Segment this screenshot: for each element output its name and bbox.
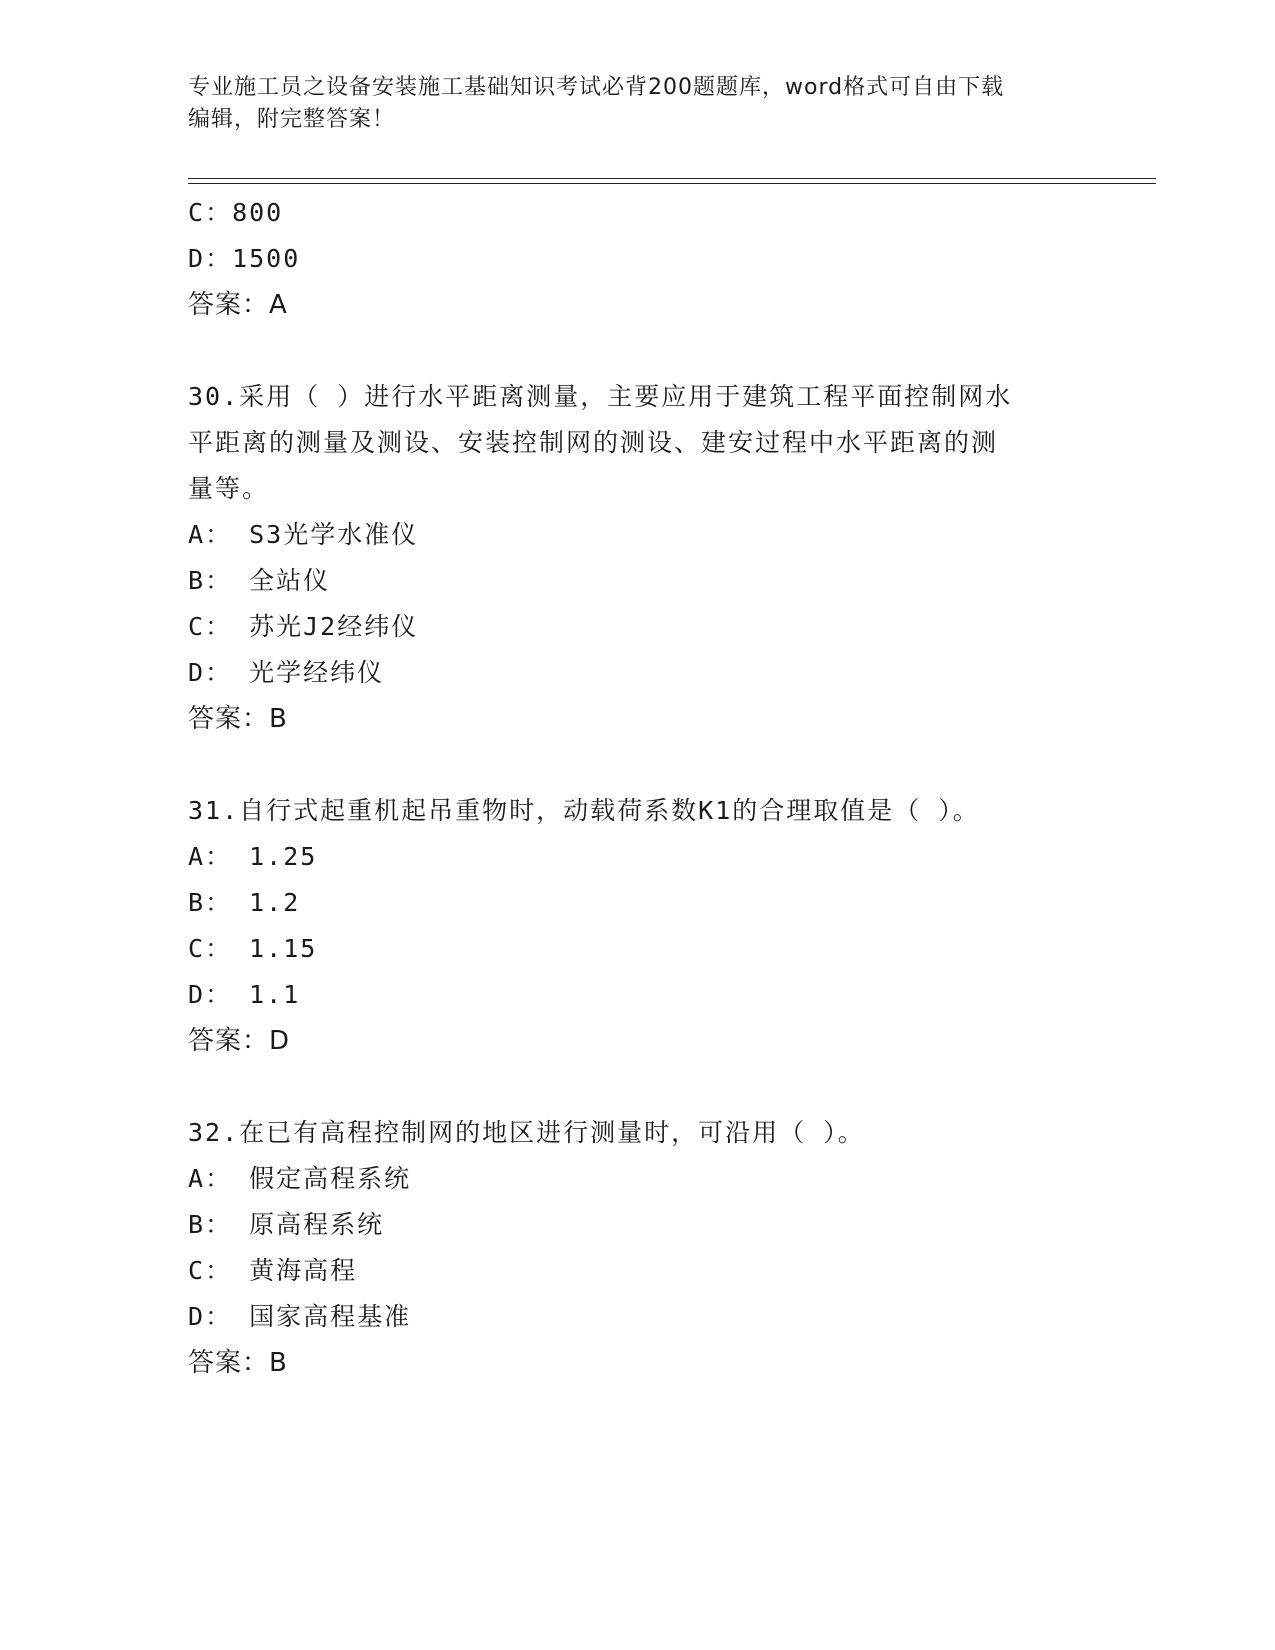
option-key: A <box>188 1164 206 1193</box>
option-text: 1500 <box>232 244 301 273</box>
option-a: A： 假定高程系统 <box>188 1164 412 1193</box>
question-stem: 自行式起重机起吊重物时，动载荷系数K1的合理取值是（ ）。 <box>239 796 980 825</box>
question-stem-line: 平距离的测量及测设、安装控制网的测设、建安过程中水平距离的测 <box>188 428 999 457</box>
option-text: 光学经纬仪 <box>249 658 385 687</box>
answer-line <box>188 282 1088 328</box>
header-title-line-1: 专业施工员之设备安装施工基础知识考试必背200题题库，word格式可自由下载 <box>188 75 1005 100</box>
answer-line <box>188 696 1088 742</box>
partial-question <box>188 190 1088 328</box>
answer-line <box>188 1340 1088 1386</box>
option-b: B： 原高程系统 <box>188 1210 385 1239</box>
option-text: 1.2 <box>249 888 301 917</box>
option-b: B： 全站仪 <box>188 566 331 595</box>
question-30 <box>188 374 1088 742</box>
answer-value: D <box>269 1026 291 1056</box>
option-key: C <box>188 934 206 963</box>
option-d: D： 光学经纬仪 <box>188 658 385 687</box>
option-d: D： 国家高程基准 <box>188 1302 412 1331</box>
option-b: B： 1.2 <box>188 888 301 917</box>
option-key: D <box>188 658 206 687</box>
option-c: C：800 <box>188 198 284 227</box>
option-a: A： 1.25 <box>188 842 318 871</box>
answer-label: 答案： <box>188 1348 270 1378</box>
option-text: S3光学水准仪 <box>249 520 419 549</box>
option-d: D：1500 <box>188 244 301 273</box>
option-key: D <box>188 980 206 1009</box>
header-divider-top <box>188 178 1156 179</box>
option-key: D <box>188 1302 206 1331</box>
answer-value: B <box>269 704 288 734</box>
question-32 <box>188 1110 1088 1386</box>
question-number: 31. <box>188 796 240 825</box>
option-text: 全站仪 <box>249 566 331 595</box>
answer-value: A <box>269 290 288 320</box>
answer-value: B <box>269 1348 288 1378</box>
option-d: D： 1.1 <box>188 980 301 1009</box>
option-key: B <box>188 888 206 917</box>
answer-label: 答案： <box>188 1026 270 1056</box>
option-key: C <box>188 198 206 227</box>
option-a: A： S3光学水准仪 <box>188 520 419 549</box>
question-31 <box>188 788 1088 1064</box>
question-list <box>188 190 1088 1386</box>
option-text: 苏光J2经纬仪 <box>249 612 419 641</box>
option-key: B <box>188 1210 206 1239</box>
option-text: 原高程系统 <box>249 1210 385 1239</box>
option-key: D <box>188 244 206 273</box>
question-stem-line <box>188 1110 1088 1156</box>
question-number: 32. <box>188 1118 240 1147</box>
option-c: C： 黄海高程 <box>188 1256 358 1285</box>
question-stem: 在已有高程控制网的地区进行测量时，可沿用（ ）。 <box>239 1118 865 1147</box>
question-stem-line <box>188 788 1088 834</box>
option-c: C： 1.15 <box>188 934 318 963</box>
answer-line <box>188 1018 1088 1064</box>
option-text: 黄海高程 <box>249 1256 358 1285</box>
answer-label: 答案： <box>188 704 270 734</box>
answer-label: 答案： <box>188 290 270 320</box>
document-header <box>188 72 1088 136</box>
header-divider-bottom <box>188 183 1156 184</box>
question-number: 30. <box>188 382 240 411</box>
option-key: A <box>188 842 206 871</box>
option-key: B <box>188 566 206 595</box>
option-text: 1.15 <box>249 934 318 963</box>
question-stem-line: 量等。 <box>188 474 270 503</box>
option-key: A <box>188 520 206 549</box>
option-text: 国家高程基准 <box>249 1302 412 1331</box>
question-stem: 采用（ ）进行水平距离测量，主要应用于建筑工程平面控制网水 <box>239 382 1013 411</box>
option-text: 假定高程系统 <box>249 1164 412 1193</box>
question-stem-line <box>188 374 1088 420</box>
option-text: 1.25 <box>249 842 318 871</box>
option-c: C： 苏光J2经纬仪 <box>188 612 419 641</box>
option-text: 800 <box>232 198 284 227</box>
header-title-line-2: 编辑，附完整答案！ <box>188 107 396 132</box>
option-key: C <box>188 1256 206 1285</box>
option-key: C <box>188 612 206 641</box>
option-text: 1.1 <box>249 980 301 1009</box>
